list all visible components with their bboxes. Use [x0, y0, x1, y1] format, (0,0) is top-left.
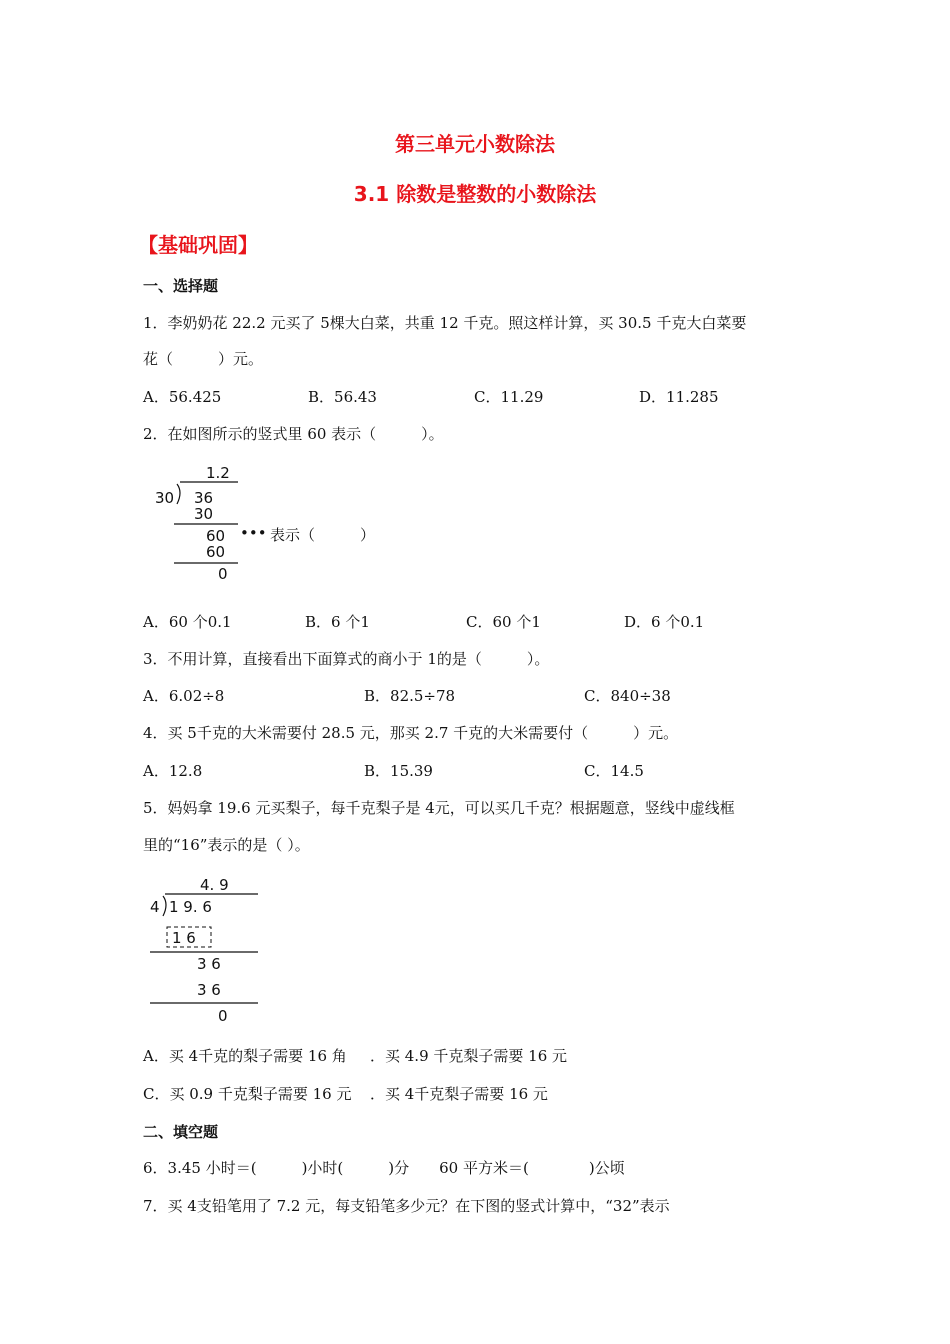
q2-dividend: 36 — [194, 489, 214, 507]
q7-text: 7．买 4支铅笔用了 7.2 元，每支铅笔多少元？在下图的竖式计算中，“32”表示 — [143, 1197, 670, 1215]
page-subtitle: 3.1 除数是整数的小数除法 — [353, 182, 597, 206]
q5-option-b: ．买 4.9 千克梨子需要 16 元 — [370, 1047, 568, 1065]
q2-rem1: 60 — [206, 527, 226, 545]
q4-option-a: A．12.8 — [143, 762, 203, 780]
q5-boxed: 1 6 — [172, 929, 196, 947]
q2-bracket — [177, 484, 180, 504]
q2-quotient: 1.2 — [206, 464, 230, 482]
q1-option-c: C．11.29 — [474, 388, 544, 406]
q2-option-d: D．6 个0.1 — [624, 613, 705, 631]
q2-text: 2．在如图所示的竖式里 60 表示（ ）。 — [143, 425, 444, 443]
q5-quotient: 4. 9 — [200, 876, 229, 894]
q3-option-a: A．6.02÷8 — [143, 687, 225, 705]
part2-heading: 二、填空题 — [143, 1123, 219, 1141]
q3-option-b: B．82.5÷78 — [364, 687, 456, 705]
q2-option-b: B．6 个1 — [305, 613, 370, 631]
part1-heading: 一、选择题 — [143, 277, 219, 295]
q2-label: 表示（ ） — [270, 526, 376, 544]
q1-option-b: B．56.43 — [308, 388, 377, 406]
q2-rem2: 0 — [218, 565, 228, 583]
q5-line1: 5．妈妈拿 19.6 元买梨子，每千克梨子是 4元，可以买几千克？根据题意，竖线中虚线框 — [143, 799, 735, 817]
q5-line2: 里的“16”表示的是（ ）。 — [143, 836, 310, 854]
q5-option-a: A．买 4千克的梨子需要 16 角 — [143, 1047, 347, 1065]
q4-option-b: B．15.39 — [364, 762, 433, 780]
q4-text: 4．买 5千克的大米需要付 28.5 元，那买 2.7 千克的大米需要付（ ）元。 — [143, 724, 679, 742]
q5-rem1: 3 6 — [197, 955, 221, 973]
page-title: 第三单元小数除法 — [395, 132, 555, 156]
section-heading: 【基础巩固】 — [138, 233, 258, 257]
q2-sub1: 30 — [194, 505, 214, 523]
q1-option-d: D．11.285 — [639, 388, 719, 406]
q1-line1: 1．李奶奶花 22.2 元买了 5棵大白菜，共重 12 千克。照这样计算，买 30.5 千克大白菜要 — [143, 314, 747, 332]
q2-sub2: 60 — [206, 543, 226, 561]
q1-line2: 花（ ）元。 — [143, 350, 264, 368]
q3-option-c: C．840÷38 — [584, 687, 671, 705]
q3-text: 3．不用计算，直接看出下面算式的商小于 1的是（ ）。 — [143, 650, 550, 668]
q2-dots: ••• — [240, 524, 267, 542]
q5-divisor: 4 — [150, 898, 160, 916]
q5-division-figure — [145, 872, 265, 1027]
q2-option-c: C．60 个1 — [466, 613, 541, 631]
q5-option-c: C．买 0.9 千克梨子需要 16 元 — [143, 1085, 352, 1103]
q5-rem2: 0 — [218, 1007, 228, 1025]
q5-sub2: 3 6 — [197, 981, 221, 999]
q2-option-a: A．60 个0.1 — [143, 613, 232, 631]
q4-option-c: C．14.5 — [584, 762, 644, 780]
q2-division-figure — [150, 460, 390, 585]
q2-divisor: 30 — [155, 489, 175, 507]
q5-dividend: 1 9. 6 — [169, 898, 212, 916]
q5-option-d: ．买 4千克梨子需要 16 元 — [370, 1085, 548, 1103]
q1-option-a: A．56.425 — [143, 388, 222, 406]
q6-text: 6．3.45 小时＝( )小时( )分 60 平方米＝( )公顷 — [143, 1159, 625, 1177]
q5-bracket — [163, 896, 166, 916]
